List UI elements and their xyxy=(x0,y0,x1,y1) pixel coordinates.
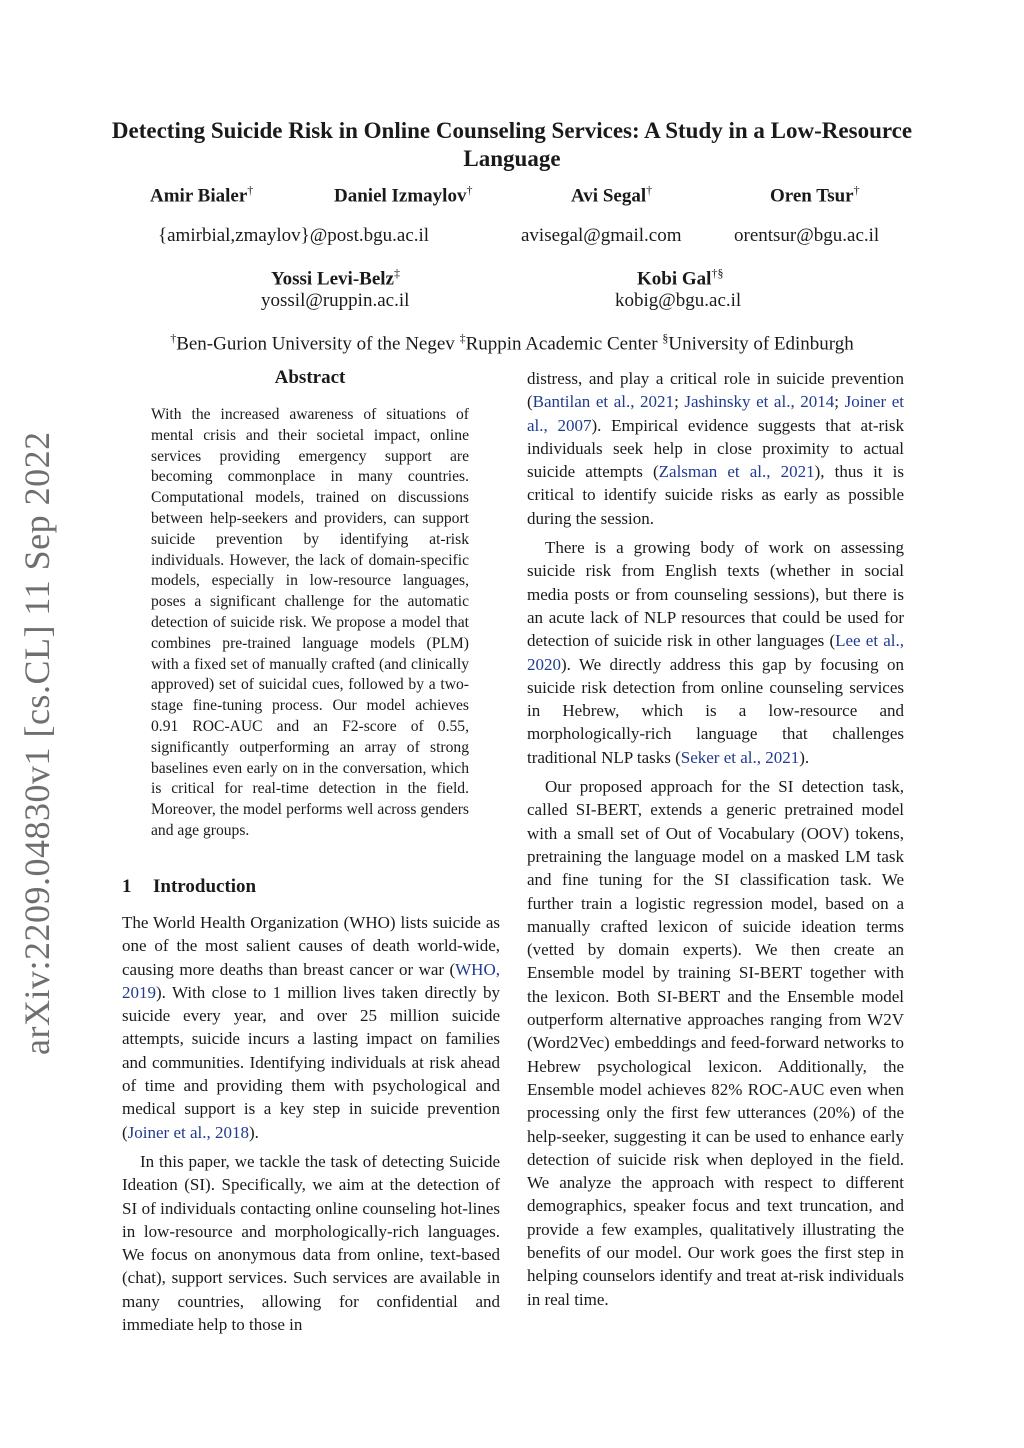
paragraph-text: ). xyxy=(249,1122,259,1142)
author-name: Kobi Gal xyxy=(637,268,712,290)
citation-link[interactable]: Zalsman et al., 2021 xyxy=(658,462,815,482)
email-5[interactable]: kobig@bgu.ac.il xyxy=(615,290,742,311)
abstract-heading: Abstract xyxy=(274,367,346,388)
paragraph-text: ; xyxy=(834,392,845,412)
author-3 xyxy=(571,183,652,207)
author-2 xyxy=(334,183,472,207)
paragraph-text: ), thus it is critical to identify suicide risks as early as possible during the session. xyxy=(527,462,904,528)
citation-link[interactable]: Lee et al., 2020 xyxy=(527,631,904,674)
paper-title: Detecting Suicide Risk in Online Counseling Services: A Study in a Low-Resource Language xyxy=(111,118,913,171)
author-mark: † xyxy=(853,183,860,197)
section-number: 1 xyxy=(122,876,132,897)
author-mark: † xyxy=(247,183,254,197)
paragraph-text: The World Health Organization (WHO) lists suicide as one of the most salient causes of death world-wide, causing more deaths than breast cancer or war ( xyxy=(122,913,500,979)
paragraph-text: ). With close to 1 million lives taken directly by suicide every year, and over 25 million suicide attempts, suicide incurs a lasting impact on families and communities. Identifying individuals at risk ahead of time and providing them with psychological and medical support is a key step in suicide prevention ( xyxy=(122,982,500,1142)
paragraph-text: There is a growing body of work on assessing suicide risk from English texts (whether in social media posts or from counseling sessions), but there is an acute lack of NLP resources that could be used for detection of suicide risk in other languages ( xyxy=(527,538,904,651)
citation-link[interactable]: Seker et al., 2021 xyxy=(680,747,800,767)
section-heading xyxy=(122,876,256,898)
affiliations xyxy=(100,331,924,355)
section-title: Introduction xyxy=(153,876,257,897)
author-name: Oren Tsur xyxy=(770,185,854,207)
paragraph-text: In this paper, we tackle the task of detecting Suicide Ideation (SI). Specifically, we aim at the detection of SI of individuals contacting online counseling hot-lines in low-resource and morphologically-rich languages. We focus on anonymous data from online, text-based (chat), support services. Such services are available in many countries, allowing for confidential and immediate help to those in xyxy=(122,1151,500,1335)
affil-mark: ‡ xyxy=(459,331,466,345)
citation-link[interactable]: Bantilan et al., 2021 xyxy=(532,392,675,412)
author-6 xyxy=(637,266,723,290)
paragraph-text: ). xyxy=(799,747,810,767)
paragraph-text: ; xyxy=(674,392,685,412)
email-4[interactable]: yossil@ruppin.ac.il xyxy=(261,290,410,311)
author-name: Avi Segal xyxy=(571,185,647,207)
author-mark: ‡ xyxy=(393,266,400,280)
email-3[interactable]: orentsur@bgu.ac.il xyxy=(734,225,880,246)
author-4 xyxy=(770,183,860,207)
left-column xyxy=(122,911,500,1336)
affil-name: University of Edinburgh xyxy=(668,333,854,355)
affil-name: Ben-Gurion University of the Negev xyxy=(176,333,455,355)
citation-link[interactable]: WHO, 2019 xyxy=(122,959,500,1002)
author-mark: †§ xyxy=(711,266,724,280)
abstract-text: With the increased awareness of situations of mental crisis and their societal impact, online services providing emergency support are becoming commonplace in many countries. Computational models, trained on discussions between help-seekers and providers, can support suicide prevention by identifying at-risk individuals. However, the lack of domain-specific models, especially in low-resource languages, poses a significant challenge for the automatic detection of suicide risk. We propose a model that combines pre-trained language models (PLM) with a fixed set of manually crafted (and clinically approved) set of suicidal cues, followed by a two-stage fine-tuning process. Our model achieves 0.91 ROC-AUC and an F2-score of 0.55, significantly outperforming an array of strong baselines even early on in the conversation, which is critical for real-time detection in the field. Moreover, the model performs well across genders and age groups. xyxy=(151,406,469,839)
paragraph-text: distress, and play a critical role in suicide prevention ( xyxy=(527,369,904,412)
author-name: Daniel Izmaylov xyxy=(334,185,467,207)
email-1[interactable]: {amirbial,zmaylov}@post.bgu.ac.il xyxy=(158,225,430,246)
citation-link[interactable]: Jashinsky et al., 2014 xyxy=(684,392,835,412)
paragraph xyxy=(527,367,904,530)
affil-name: Ruppin Academic Center xyxy=(465,333,658,355)
affil-mark: § xyxy=(662,331,669,345)
author-1 xyxy=(150,183,253,207)
right-column xyxy=(527,367,904,1311)
paragraph-text: ). Empirical evidence suggests that at-risk individuals seek help in close proximity to actual suicide attempts ( xyxy=(527,415,904,482)
author-5 xyxy=(271,266,400,290)
arxiv-stamp: arXiv:2209.04830v1 [cs.CL] 11 Sep 2022 xyxy=(17,431,57,1055)
paragraph xyxy=(122,1150,500,1336)
affil-mark: † xyxy=(170,331,177,345)
author-name: Yossi Levi-Belz xyxy=(271,268,394,290)
paragraph xyxy=(527,775,904,1311)
author-mark: † xyxy=(466,183,473,197)
author-name: Amir Bialer xyxy=(150,185,248,207)
citation-link[interactable]: Joiner et al., 2007 xyxy=(527,392,904,435)
author-mark: † xyxy=(646,183,653,197)
paragraph xyxy=(122,911,500,1144)
email-2[interactable]: avisegal@gmail.com xyxy=(521,225,682,246)
citation-link[interactable]: Joiner et al., 2018 xyxy=(127,1122,250,1142)
paragraph-text: ). We directly address this gap by focusing on suicide risk detection from online counseling services in Hebrew, which is a low-resource and morphologically-rich language that challenges traditional NLP tasks ( xyxy=(527,654,904,767)
paragraph xyxy=(527,536,904,769)
paragraph-text: Our proposed approach for the SI detection task, called SI-BERT, extends a generic pretrained model with a small set of Out of Vocabulary (OOV) tokens, pretraining the language model on a masked LM task and fine tuning for the SI classification task. We further train a logistic regression model, based on a manually crafted lexicon of suicide ideation terms (vetted by domain experts). We then create an Ensemble model by training SI-BERT together with the lexicon. Both SI-BERT and the Ensemble model outperform alternative approaches ranging from W2V (Word2Vec) embeddings and feed-forward networks to Hebrew psychological lexicon. Additionally, the Ensemble model achieves 82% ROC-AUC even when processing only the first few utterances (20%) of the help-seeker, suggesting it can be used to enhance early detection of suicide risk when deployed in the field. We analyze the approach with respect to different demographics, speaker focus and text truncation, and provide a few examples, qualitatively illustrating the benefits of our model. Our work goes the first step in helping counselors identify and treat at-risk individuals in real time. xyxy=(527,777,904,1309)
